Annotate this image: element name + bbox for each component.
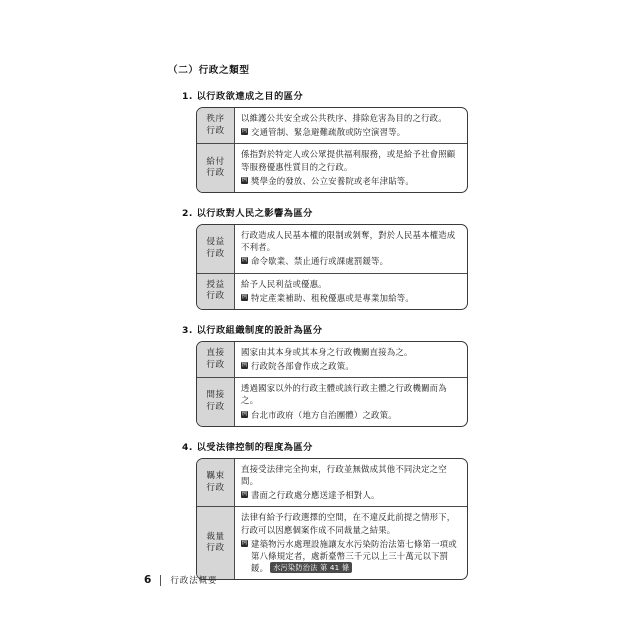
- page-footer: [144, 574, 217, 586]
- example-icon: 例: [241, 128, 248, 135]
- row-label-line: 行政: [206, 543, 225, 554]
- row-label: [197, 507, 235, 579]
- definition-card-2: [196, 224, 468, 310]
- example-icon: 例: [241, 176, 248, 183]
- row-example-text: 建築物污水處理設施讓友水污染防治法第七條第一項或第八條規定者，處新臺幣三千元以上三十萬元以下罰鍰。 水污染防治法 第 41 條: [251, 538, 457, 574]
- group-block-3: [168, 341, 488, 427]
- row-label-line: 給付: [206, 156, 225, 167]
- row-paragraph: 行政造成人民基本權的限制或剝奪，對於人民基本權造成不利者。: [241, 229, 456, 253]
- example-icon: 例: [241, 362, 248, 369]
- row-example: [241, 126, 461, 138]
- row-example-text: 書面之行政處分應送達予相對人。: [251, 490, 380, 501]
- group-heading-4: 4. 以受法律控制的程度為區分: [182, 441, 313, 453]
- page-content: [168, 62, 488, 592]
- row-body: [235, 378, 467, 426]
- row-example: [241, 489, 461, 501]
- row-label: [197, 108, 235, 143]
- row-label-line: 間接: [206, 390, 225, 401]
- row-paragraph: 以維護公共安全或公共秩序、排除危害為目的之行政。: [241, 113, 447, 123]
- row-body: [235, 342, 467, 377]
- row-example: [241, 538, 461, 575]
- group-block-1: [168, 107, 488, 193]
- row-body: [235, 108, 467, 143]
- row-body: [235, 507, 467, 579]
- row-body: [235, 225, 467, 273]
- example-icon: 例: [241, 257, 248, 264]
- row-paragraph: 係指對於特定人或公眾提供福利服務，或是給予社會照顧等服務優惠性質目的之行政。: [241, 149, 456, 172]
- row-example: [241, 360, 461, 372]
- row-example-text: 台北市政府（地方自治團體）之政策。: [251, 409, 397, 420]
- table-row: [197, 144, 467, 192]
- row-label-line: 直接: [206, 347, 225, 358]
- row-label-line: 行政: [206, 482, 225, 493]
- table-row: [197, 378, 467, 426]
- row-label-line: 行政: [206, 248, 225, 259]
- law-reference-tag: 水污染防治法 第 41 條: [270, 562, 352, 573]
- row-paragraph: 透過國家以外的行政主體或該行政主體之行政機關而為之。: [241, 383, 447, 406]
- row-label: [197, 459, 235, 507]
- definition-card-3: [196, 341, 468, 427]
- row-label-line: 行政: [206, 168, 225, 179]
- row-label-line: 羈束: [206, 471, 225, 481]
- group-heading-3: 3. 以行政組織制度的設計為區分: [182, 324, 323, 336]
- row-label-line: 行政: [206, 291, 225, 302]
- row-label-line: 秩序: [206, 114, 225, 125]
- row-example: [241, 255, 461, 267]
- row-example-text: 特定產業補助、租稅優惠或是專業加給等。: [251, 292, 414, 303]
- row-paragraph: 國家由其本身或其本身之行政機關直接為之。: [241, 346, 413, 357]
- row-label-line: 授益: [206, 279, 225, 290]
- definition-card-4: [196, 458, 468, 581]
- row-label: [197, 144, 235, 192]
- example-icon: 例: [241, 293, 248, 300]
- row-label-line: 行政: [206, 402, 225, 413]
- group-block-4: [168, 458, 488, 581]
- page-number: 6: [144, 574, 152, 586]
- row-label-line: 侵益: [206, 237, 225, 248]
- row-paragraph: 直接受法律完全拘束，行政並無做成其他不同決定之空間。: [241, 463, 447, 486]
- example-icon: 例: [241, 410, 248, 417]
- section-title: （二）行政之類型: [168, 65, 250, 76]
- row-example-text: 獎學金的發放、公立安養院或老年津貼等。: [251, 175, 414, 186]
- table-row: [197, 507, 467, 579]
- group-heading-2: 2. 以行政對人民之影響為區分: [182, 207, 313, 219]
- example-icon: 例: [241, 491, 248, 498]
- row-example-text: 交通管制、緊急避難疏散或防空演習等。: [251, 127, 406, 138]
- row-example: [241, 175, 461, 187]
- row-example-text: 行政院各部會作成之政策。: [251, 361, 354, 372]
- table-row: [197, 342, 467, 378]
- group-block-2: [168, 224, 488, 310]
- row-label-line: 裁量: [206, 531, 225, 542]
- row-label: [197, 342, 235, 377]
- row-label-line: 行政: [206, 359, 225, 370]
- row-example: [241, 409, 461, 421]
- table-row: [197, 225, 467, 274]
- table-row: [197, 274, 467, 309]
- row-example: [241, 292, 461, 304]
- footer-divider: [160, 575, 161, 586]
- example-icon: 例: [241, 539, 248, 546]
- row-paragraph: 法律有給予行政選擇的空間，在不違反此前提之情形下，行政可以因應個案作成不同裁量之結果。: [241, 512, 456, 535]
- definition-card-1: [196, 107, 468, 193]
- table-row: [197, 108, 467, 144]
- group-heading-1: 1. 以行政欲達成之目的區分: [182, 91, 304, 102]
- row-label-line: 行政: [206, 125, 225, 136]
- row-body: [235, 144, 467, 192]
- row-label: [197, 225, 235, 273]
- row-label: [197, 378, 235, 426]
- row-paragraph: 給予人民利益或優惠。: [241, 278, 327, 289]
- running-head: 行政法概要: [170, 576, 218, 586]
- table-row: [197, 459, 467, 508]
- row-example-text: 命令歇業、禁止通行或課處罰鍰等。: [251, 256, 389, 267]
- row-label: [197, 274, 235, 309]
- row-body: [235, 459, 467, 507]
- row-body: [235, 274, 467, 309]
